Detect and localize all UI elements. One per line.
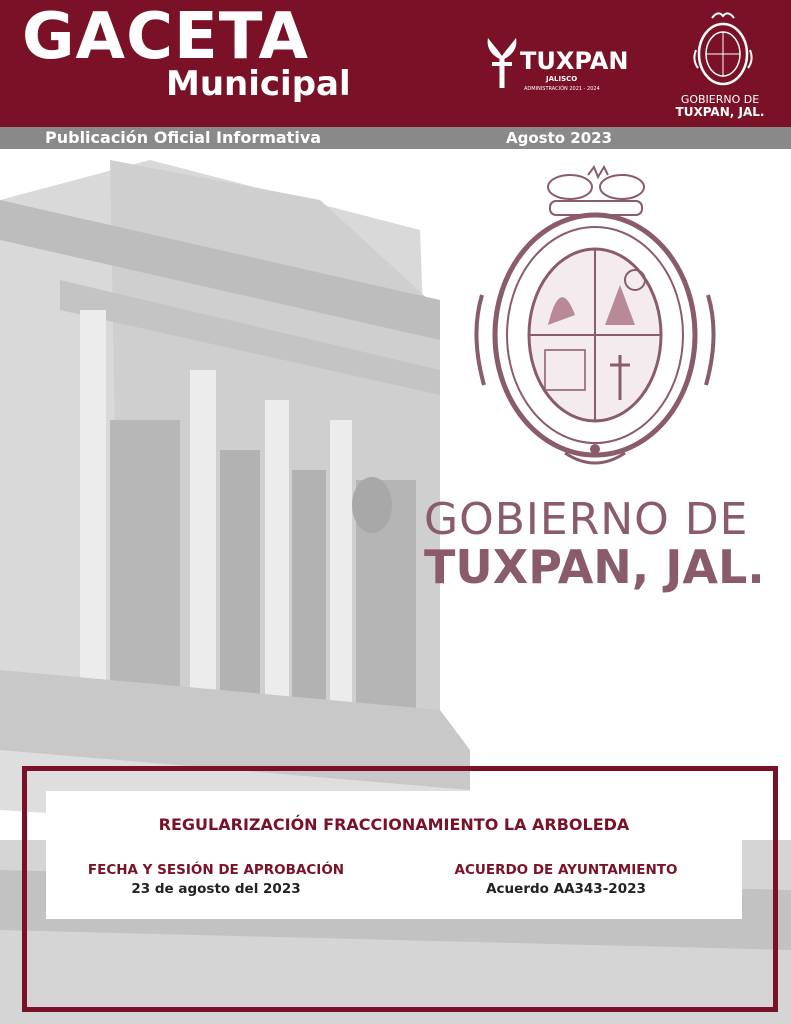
government-label xyxy=(660,94,780,118)
government-label-line2: TUXPAN, JAL. xyxy=(675,105,765,119)
publication-date: Agosto 2023 xyxy=(506,129,613,147)
approval-date-label: FECHA Y SESIÓN DE APROBACIÓN xyxy=(87,862,345,878)
gazette-title: GACETA xyxy=(22,0,309,74)
municipal-seal-small-icon xyxy=(688,10,758,90)
approval-date-value: 23 de agosto del 2023 xyxy=(131,881,301,897)
logo-state: JALISCO xyxy=(546,75,578,83)
subheader-band xyxy=(0,127,791,149)
government-title-line1: GOBIERNO DE xyxy=(424,494,749,545)
logo-word: TUXPAN xyxy=(520,47,629,75)
notice-title: REGULARIZACIÓN FRACCIONAMIENTO LA ARBOLEDA xyxy=(158,815,630,834)
approval-date-block xyxy=(76,861,356,899)
agreement-block xyxy=(426,861,706,899)
municipal-seal-large-icon xyxy=(470,165,720,475)
logo-admin: ADMINISTRACIÓN 2021 - 2024 xyxy=(524,86,600,92)
agreement-value: Acuerdo AA343-2023 xyxy=(486,881,646,897)
tuxpan-logo xyxy=(484,30,629,102)
government-label-line1: GOBIERNO DE xyxy=(680,93,760,106)
header-band xyxy=(0,0,791,127)
agave-emblem-icon xyxy=(484,34,520,90)
agreement-label: ACUERDO DE AYUNTAMIENTO xyxy=(454,862,678,878)
notice-panel xyxy=(46,791,742,919)
government-title-line2: TUXPAN, JAL. xyxy=(424,540,765,594)
gazette-subtitle: Municipal xyxy=(166,64,351,104)
publication-type: Publicación Oficial Informativa xyxy=(45,128,322,147)
